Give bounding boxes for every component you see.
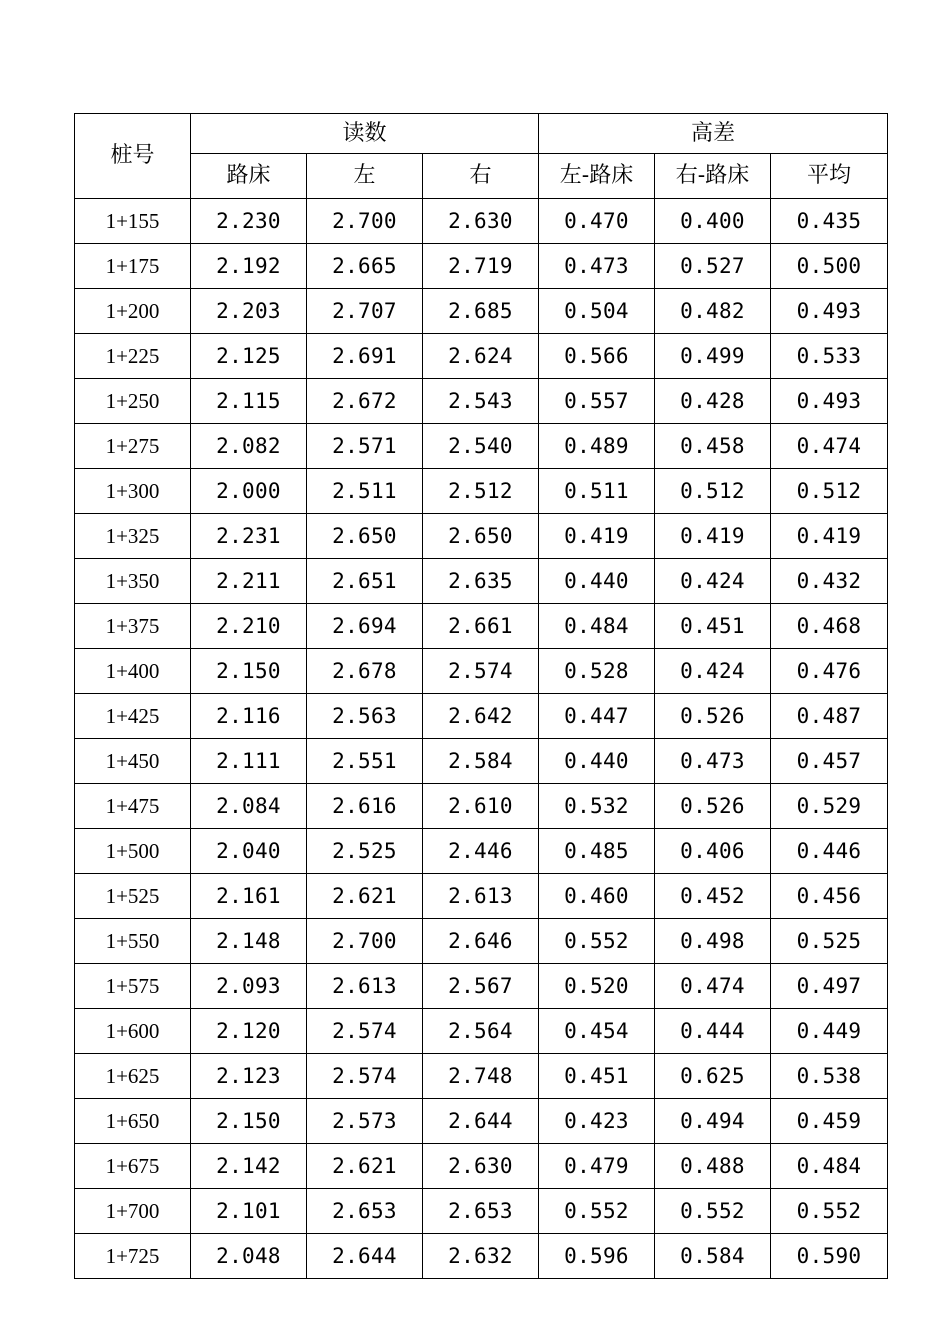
table-row	[75, 964, 888, 1009]
cell-diff-average: 0.446	[771, 829, 888, 874]
cell-diff-right: 0.451	[655, 604, 771, 649]
table-body	[75, 199, 888, 1279]
cell-diff-right: 0.428	[655, 379, 771, 424]
cell-diff-average: 0.493	[771, 289, 888, 334]
cell-diff-average: 0.525	[771, 919, 888, 964]
cell-diff-left: 0.473	[539, 244, 655, 289]
cell-diff-left: 0.489	[539, 424, 655, 469]
cell-reading-subgrade: 2.211	[191, 559, 307, 604]
table-row	[75, 199, 888, 244]
cell-diff-left: 0.596	[539, 1234, 655, 1279]
cell-reading-right: 2.630	[423, 199, 539, 244]
cell-reading-left: 2.651	[307, 559, 423, 604]
cell-diff-right: 0.482	[655, 289, 771, 334]
table-row	[75, 1144, 888, 1189]
table-row	[75, 289, 888, 334]
cell-station: 1+275	[75, 424, 191, 469]
cell-reading-left: 2.691	[307, 334, 423, 379]
cell-station: 1+725	[75, 1234, 191, 1279]
cell-reading-subgrade: 2.148	[191, 919, 307, 964]
cell-reading-right: 2.564	[423, 1009, 539, 1054]
cell-station: 1+375	[75, 604, 191, 649]
cell-station: 1+500	[75, 829, 191, 874]
cell-diff-average: 0.476	[771, 649, 888, 694]
cell-diff-left: 0.552	[539, 1189, 655, 1234]
cell-diff-left: 0.520	[539, 964, 655, 1009]
cell-reading-right: 2.613	[423, 874, 539, 919]
cell-reading-left: 2.573	[307, 1099, 423, 1144]
cell-station: 1+700	[75, 1189, 191, 1234]
cell-station: 1+175	[75, 244, 191, 289]
cell-reading-right: 2.685	[423, 289, 539, 334]
table-row	[75, 604, 888, 649]
cell-reading-left: 2.665	[307, 244, 423, 289]
cell-reading-subgrade: 2.150	[191, 649, 307, 694]
cell-reading-right: 2.574	[423, 649, 539, 694]
cell-diff-average: 0.449	[771, 1009, 888, 1054]
table-row	[75, 784, 888, 829]
cell-diff-right: 0.424	[655, 649, 771, 694]
cell-station: 1+625	[75, 1054, 191, 1099]
header-reading-right: 右	[423, 154, 539, 199]
cell-reading-subgrade: 2.125	[191, 334, 307, 379]
cell-reading-right: 2.540	[423, 424, 539, 469]
cell-reading-right: 2.661	[423, 604, 539, 649]
cell-diff-left: 0.423	[539, 1099, 655, 1144]
cell-reading-left: 2.571	[307, 424, 423, 469]
cell-diff-average: 0.474	[771, 424, 888, 469]
cell-station: 1+250	[75, 379, 191, 424]
cell-station: 1+475	[75, 784, 191, 829]
cell-diff-left: 0.504	[539, 289, 655, 334]
cell-reading-subgrade: 2.150	[191, 1099, 307, 1144]
table-row	[75, 334, 888, 379]
cell-diff-average: 0.497	[771, 964, 888, 1009]
cell-reading-subgrade: 2.210	[191, 604, 307, 649]
cell-reading-subgrade: 2.093	[191, 964, 307, 1009]
cell-station: 1+600	[75, 1009, 191, 1054]
table-row	[75, 1189, 888, 1234]
cell-diff-left: 0.451	[539, 1054, 655, 1099]
cell-station: 1+200	[75, 289, 191, 334]
cell-reading-left: 2.621	[307, 1144, 423, 1189]
table-row	[75, 829, 888, 874]
cell-reading-left: 2.694	[307, 604, 423, 649]
cell-diff-left: 0.460	[539, 874, 655, 919]
cell-reading-left: 2.621	[307, 874, 423, 919]
cell-reading-left: 2.574	[307, 1009, 423, 1054]
header-readings-group: 读数	[191, 114, 539, 154]
cell-diff-average: 0.538	[771, 1054, 888, 1099]
cell-diff-average: 0.432	[771, 559, 888, 604]
cell-diff-left: 0.419	[539, 514, 655, 559]
cell-diff-average: 0.484	[771, 1144, 888, 1189]
cell-diff-average: 0.533	[771, 334, 888, 379]
header-station: 桩号	[75, 114, 191, 199]
cell-station: 1+575	[75, 964, 191, 1009]
cell-reading-subgrade: 2.203	[191, 289, 307, 334]
cell-station: 1+675	[75, 1144, 191, 1189]
cell-diff-left: 0.454	[539, 1009, 655, 1054]
cell-diff-right: 0.424	[655, 559, 771, 604]
cell-diff-average: 0.552	[771, 1189, 888, 1234]
cell-diff-left: 0.511	[539, 469, 655, 514]
cell-diff-average: 0.435	[771, 199, 888, 244]
cell-diff-average: 0.419	[771, 514, 888, 559]
cell-reading-left: 2.574	[307, 1054, 423, 1099]
cell-reading-left: 2.525	[307, 829, 423, 874]
cell-station: 1+350	[75, 559, 191, 604]
cell-diff-right: 0.444	[655, 1009, 771, 1054]
cell-reading-subgrade: 2.192	[191, 244, 307, 289]
cell-reading-right: 2.446	[423, 829, 539, 874]
header-diff-left: 左-路床	[539, 154, 655, 199]
table-row	[75, 469, 888, 514]
cell-diff-average: 0.487	[771, 694, 888, 739]
cell-reading-left: 2.511	[307, 469, 423, 514]
cell-diff-right: 0.400	[655, 199, 771, 244]
cell-diff-right: 0.494	[655, 1099, 771, 1144]
cell-reading-left: 2.616	[307, 784, 423, 829]
cell-reading-subgrade: 2.082	[191, 424, 307, 469]
table-row	[75, 874, 888, 919]
table-row	[75, 1009, 888, 1054]
cell-diff-average: 0.529	[771, 784, 888, 829]
cell-reading-subgrade: 2.161	[191, 874, 307, 919]
cell-diff-right: 0.474	[655, 964, 771, 1009]
header-diff-average: 平均	[771, 154, 888, 199]
cell-diff-right: 0.498	[655, 919, 771, 964]
cell-reading-right: 2.748	[423, 1054, 539, 1099]
cell-reading-subgrade: 2.101	[191, 1189, 307, 1234]
cell-diff-right: 0.552	[655, 1189, 771, 1234]
cell-reading-left: 2.650	[307, 514, 423, 559]
cell-reading-left: 2.644	[307, 1234, 423, 1279]
cell-reading-subgrade: 2.115	[191, 379, 307, 424]
cell-diff-right: 0.458	[655, 424, 771, 469]
cell-diff-left: 0.528	[539, 649, 655, 694]
cell-diff-left: 0.440	[539, 739, 655, 784]
cell-diff-average: 0.493	[771, 379, 888, 424]
header-reading-subgrade: 路床	[191, 154, 307, 199]
cell-reading-left: 2.672	[307, 379, 423, 424]
cell-station: 1+650	[75, 1099, 191, 1144]
cell-station: 1+450	[75, 739, 191, 784]
cell-diff-left: 0.532	[539, 784, 655, 829]
cell-reading-left: 2.707	[307, 289, 423, 334]
cell-reading-subgrade: 2.000	[191, 469, 307, 514]
cell-reading-subgrade: 2.142	[191, 1144, 307, 1189]
table-row	[75, 919, 888, 964]
cell-reading-right: 2.653	[423, 1189, 539, 1234]
cell-diff-right: 0.419	[655, 514, 771, 559]
cell-station: 1+525	[75, 874, 191, 919]
cell-reading-left: 2.678	[307, 649, 423, 694]
cell-reading-left: 2.700	[307, 199, 423, 244]
cell-diff-left: 0.470	[539, 199, 655, 244]
cell-reading-subgrade: 2.120	[191, 1009, 307, 1054]
cell-diff-right: 0.452	[655, 874, 771, 919]
cell-reading-right: 2.512	[423, 469, 539, 514]
cell-diff-right: 0.526	[655, 694, 771, 739]
cell-reading-subgrade: 2.231	[191, 514, 307, 559]
cell-station: 1+550	[75, 919, 191, 964]
table-row	[75, 379, 888, 424]
cell-diff-right: 0.499	[655, 334, 771, 379]
header-reading-left: 左	[307, 154, 423, 199]
cell-diff-average: 0.468	[771, 604, 888, 649]
cell-diff-right: 0.625	[655, 1054, 771, 1099]
cell-diff-average: 0.512	[771, 469, 888, 514]
header-row-1	[75, 114, 888, 154]
cell-diff-right: 0.526	[655, 784, 771, 829]
table-row	[75, 1099, 888, 1144]
cell-reading-right: 2.630	[423, 1144, 539, 1189]
cell-station: 1+425	[75, 694, 191, 739]
table-row	[75, 244, 888, 289]
header-row-2	[75, 154, 888, 199]
cell-diff-left: 0.479	[539, 1144, 655, 1189]
cell-diff-left: 0.566	[539, 334, 655, 379]
cell-station: 1+225	[75, 334, 191, 379]
cell-reading-right: 2.719	[423, 244, 539, 289]
table-row	[75, 649, 888, 694]
cell-diff-right: 0.527	[655, 244, 771, 289]
cell-reading-subgrade: 2.048	[191, 1234, 307, 1279]
cell-reading-right: 2.543	[423, 379, 539, 424]
table-row	[75, 559, 888, 604]
cell-reading-right: 2.642	[423, 694, 539, 739]
cell-reading-left: 2.613	[307, 964, 423, 1009]
cell-reading-subgrade: 2.230	[191, 199, 307, 244]
cell-reading-right: 2.567	[423, 964, 539, 1009]
table-row	[75, 694, 888, 739]
table-row	[75, 739, 888, 784]
cell-diff-average: 0.500	[771, 244, 888, 289]
cell-reading-right: 2.650	[423, 514, 539, 559]
cell-reading-left: 2.563	[307, 694, 423, 739]
cell-diff-left: 0.484	[539, 604, 655, 649]
cell-station: 1+155	[75, 199, 191, 244]
cell-reading-subgrade: 2.123	[191, 1054, 307, 1099]
cell-diff-right: 0.512	[655, 469, 771, 514]
cell-diff-left: 0.552	[539, 919, 655, 964]
table-row	[75, 514, 888, 559]
table-row	[75, 1234, 888, 1279]
cell-station: 1+300	[75, 469, 191, 514]
cell-diff-left: 0.440	[539, 559, 655, 604]
cell-reading-right: 2.635	[423, 559, 539, 604]
cell-reading-subgrade: 2.040	[191, 829, 307, 874]
cell-reading-right: 2.584	[423, 739, 539, 784]
cell-reading-right: 2.632	[423, 1234, 539, 1279]
header-diff-right: 右-路床	[655, 154, 771, 199]
cell-diff-left: 0.447	[539, 694, 655, 739]
cell-diff-right: 0.473	[655, 739, 771, 784]
table-row	[75, 1054, 888, 1099]
cell-diff-left: 0.485	[539, 829, 655, 874]
cell-station: 1+400	[75, 649, 191, 694]
header-diff-group: 高差	[539, 114, 888, 154]
cell-reading-left: 2.700	[307, 919, 423, 964]
table-row	[75, 424, 888, 469]
cell-diff-average: 0.456	[771, 874, 888, 919]
cell-reading-right: 2.610	[423, 784, 539, 829]
cell-reading-subgrade: 2.111	[191, 739, 307, 784]
cell-reading-right: 2.646	[423, 919, 539, 964]
cell-reading-left: 2.551	[307, 739, 423, 784]
cell-diff-average: 0.459	[771, 1099, 888, 1144]
cell-diff-right: 0.406	[655, 829, 771, 874]
cell-reading-subgrade: 2.116	[191, 694, 307, 739]
cell-reading-right: 2.644	[423, 1099, 539, 1144]
cell-diff-average: 0.457	[771, 739, 888, 784]
cell-reading-subgrade: 2.084	[191, 784, 307, 829]
leveling-table	[74, 113, 888, 1279]
cell-reading-left: 2.653	[307, 1189, 423, 1234]
cell-diff-right: 0.584	[655, 1234, 771, 1279]
cell-station: 1+325	[75, 514, 191, 559]
cell-diff-average: 0.590	[771, 1234, 888, 1279]
cell-diff-left: 0.557	[539, 379, 655, 424]
cell-reading-right: 2.624	[423, 334, 539, 379]
cell-diff-right: 0.488	[655, 1144, 771, 1189]
